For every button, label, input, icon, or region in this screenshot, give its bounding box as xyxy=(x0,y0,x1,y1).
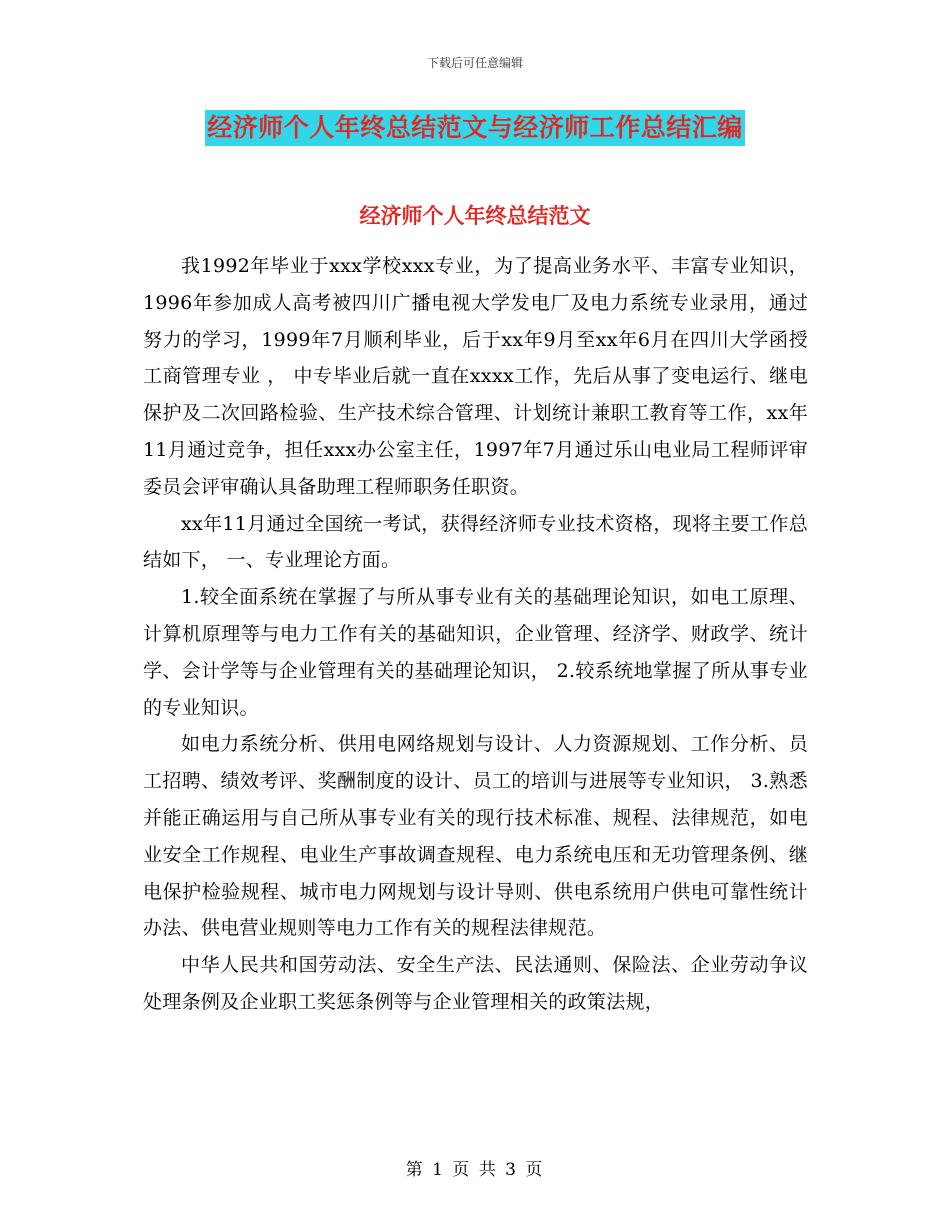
section-title: 经济师个人年终总结范文 xyxy=(359,203,591,228)
document-title xyxy=(0,110,950,146)
paragraph: 我1992年毕业于xxx学校xxx专业，为了提高业务水平、丰富专业知识，1996年参加成人高考被四川广播电视大学发电厂及电力系统专业录用，通过努力的学习，1999年7月顺利毕业，后于xx年9月至xx年6月在四川大学函授工商管理专业 ， 中专毕业后就一直在xxxx工作，先后从事了变电运行、继电保护及二次回路检验、生产技术综合管理、计划统计兼职工教育等工作，xx年11月通过竞争，担任xxx办公室主任，1997年7月通过乐山电业局工程师评审委员会评审确认具备助理工程师职务任职资。 xyxy=(143,255,808,498)
paragraph: xx年11月通过全国统一考试，获得经济师专业技术资格，现将主要工作总结如下， 一、专业理论方面。 xyxy=(143,512,808,572)
document-title-text: 经济师个人年终总结范文与经济师工作总结汇编 xyxy=(205,110,745,146)
paragraph: 中华人民共和国劳动法、安全生产法、民法通则、保险法、企业劳动争议处理条例及企业职工奖惩条例等与企业管理相关的政策法规， xyxy=(143,954,808,1013)
paragraph: 1.较全面系统在掌握了与所从事专业有关的基础理论知识，如电工原理、计算机原理等与电力工作有关的基础知识，企业管理、经济学、财政学、统计学、会计学等与企业管理有关的基础理论知识， 2.较系统地掌握了所从事专业的专业知识。 xyxy=(143,586,808,719)
paragraph: 如电力系统分析、供用电网络规划与设计、人力资源规划、工作分析、员工招聘、绩效考评、奖酬制度的设计、员工的培训与进展等专业知识， 3.熟悉并能正确运用与自己所从事专业有关的现行技术标准、规程、法律规范，如电业安全工作规程、电业生产事故调查规程、电力系统电压和无功管理条例、继电保护检验规程、城市电力网规划与设计导则、供电系统用户供电可靠性统计办法、供电营业规则等电力工作有关的规程法律规范。 xyxy=(143,733,808,940)
page-number-footer: 第 1 页 共 3 页 xyxy=(405,1160,545,1180)
page-header-note: 下载后可任意编辑 xyxy=(426,56,523,70)
document-body xyxy=(143,248,808,1021)
